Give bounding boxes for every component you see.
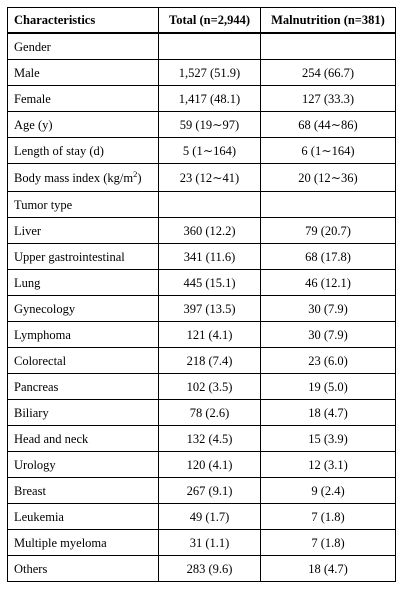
table-row [8,112,396,138]
cell-malnutrition: 18 (4.7) [261,556,396,582]
cell-malnutrition: 19 (5.0) [261,374,396,400]
row-label-text: Biliary [14,405,49,420]
row-label [8,244,159,270]
row-label-text: Lung [14,275,41,290]
cell-total: 59 (19∼97) [159,112,261,138]
row-label [8,86,159,112]
table-row [8,322,396,348]
cell-malnutrition: 23 (6.0) [261,348,396,374]
table-row [8,86,396,112]
cell-malnutrition: 7 (1.8) [261,504,396,530]
cell-total: 120 (4.1) [159,452,261,478]
table-row [8,296,396,322]
cell-total: 445 (15.1) [159,270,261,296]
table-header-row [8,8,396,34]
cell-malnutrition: 68 (44∼86) [261,112,396,138]
table-row [8,556,396,582]
row-label-text: Multiple myeloma [14,535,107,550]
row-label [8,504,159,530]
table-row [8,374,396,400]
cell-total: 132 (4.5) [159,426,261,452]
table-row [8,192,396,218]
cell-total: 49 (1.7) [159,504,261,530]
row-label-text: Others [14,561,48,576]
table-row [8,33,396,60]
cell-malnutrition [261,192,396,218]
header-characteristics: Characteristics [8,8,159,34]
cell-malnutrition: 79 (20.7) [261,218,396,244]
cell-malnutrition [261,33,396,60]
row-label-text: Leukemia [14,509,64,524]
row-label-suffix: ) [137,170,142,185]
table-row [8,218,396,244]
table-body [8,33,396,582]
cell-total: 283 (9.6) [159,556,261,582]
table-row [8,400,396,426]
row-label [8,33,159,60]
row-label-text: Colorectal [14,353,67,368]
row-label [8,218,159,244]
cell-malnutrition: 15 (3.9) [261,426,396,452]
cell-total [159,33,261,60]
row-label-text: Male [14,65,40,80]
row-label [8,426,159,452]
header-total: Total (n=2,944) [159,8,261,34]
cell-total: 218 (7.4) [159,348,261,374]
row-label-superscript: 2 [133,168,138,179]
cell-malnutrition: 254 (66.7) [261,60,396,86]
cell-total: 397 (13.5) [159,296,261,322]
cell-total: 31 (1.1) [159,530,261,556]
cell-malnutrition: 127 (33.3) [261,86,396,112]
row-label-text: Upper gastrointestinal [14,249,125,264]
cell-malnutrition: 9 (2.4) [261,478,396,504]
table-row [8,270,396,296]
row-label [8,374,159,400]
cell-total: 23 (12∼41) [159,164,261,192]
row-label [8,296,159,322]
row-label-text: Gynecology [14,301,76,316]
row-label [8,138,159,164]
row-label [8,192,159,218]
cell-total: 5 (1∼164) [159,138,261,164]
cell-total: 121 (4.1) [159,322,261,348]
row-label-text: Liver [14,223,42,238]
cell-malnutrition: 68 (17.8) [261,244,396,270]
row-label [8,322,159,348]
row-label-text: Breast [14,483,46,498]
row-label [8,530,159,556]
cell-malnutrition: 46 (12.1) [261,270,396,296]
table-row [8,60,396,86]
row-label [8,60,159,86]
cell-total: 78 (2.6) [159,400,261,426]
row-label-text: Tumor type [14,197,73,212]
header-malnutrition: Malnutrition (n=381) [261,8,396,34]
table-row [8,426,396,452]
row-label [8,270,159,296]
cell-total: 267 (9.1) [159,478,261,504]
table-row [8,348,396,374]
row-label [8,452,159,478]
row-label-text: Head and neck [14,431,89,446]
cell-total [159,192,261,218]
cell-malnutrition: 30 (7.9) [261,296,396,322]
table-row [8,244,396,270]
cell-malnutrition: 30 (7.9) [261,322,396,348]
row-label-text: Body mass index (kg/m [14,170,134,185]
row-label [8,112,159,138]
table-row [8,504,396,530]
row-label [8,478,159,504]
row-label-text: Age (y) [14,117,53,132]
cell-malnutrition: 18 (4.7) [261,400,396,426]
row-label-text: Urology [14,457,56,472]
cell-total: 1,417 (48.1) [159,86,261,112]
cell-total: 1,527 (51.9) [159,60,261,86]
row-label [8,556,159,582]
table-row [8,478,396,504]
row-label-text: Lymphoma [14,327,71,342]
table-row [8,452,396,478]
row-label-text: Pancreas [14,379,59,394]
cell-total: 360 (12.2) [159,218,261,244]
cell-malnutrition: 20 (12∼36) [261,164,396,192]
cell-malnutrition: 6 (1∼164) [261,138,396,164]
table-row [8,530,396,556]
row-label [8,400,159,426]
cell-malnutrition: 7 (1.8) [261,530,396,556]
cell-malnutrition: 12 (3.1) [261,452,396,478]
characteristics-table-container [7,7,395,582]
table-row [8,164,396,192]
row-label [8,348,159,374]
table-row [8,138,396,164]
row-label [8,164,159,192]
cell-total: 341 (11.6) [159,244,261,270]
row-label-text: Length of stay (d) [14,143,104,158]
row-label-text: Female [14,91,51,106]
cell-total: 102 (3.5) [159,374,261,400]
characteristics-table [7,7,396,582]
row-label-text: Gender [14,39,51,54]
